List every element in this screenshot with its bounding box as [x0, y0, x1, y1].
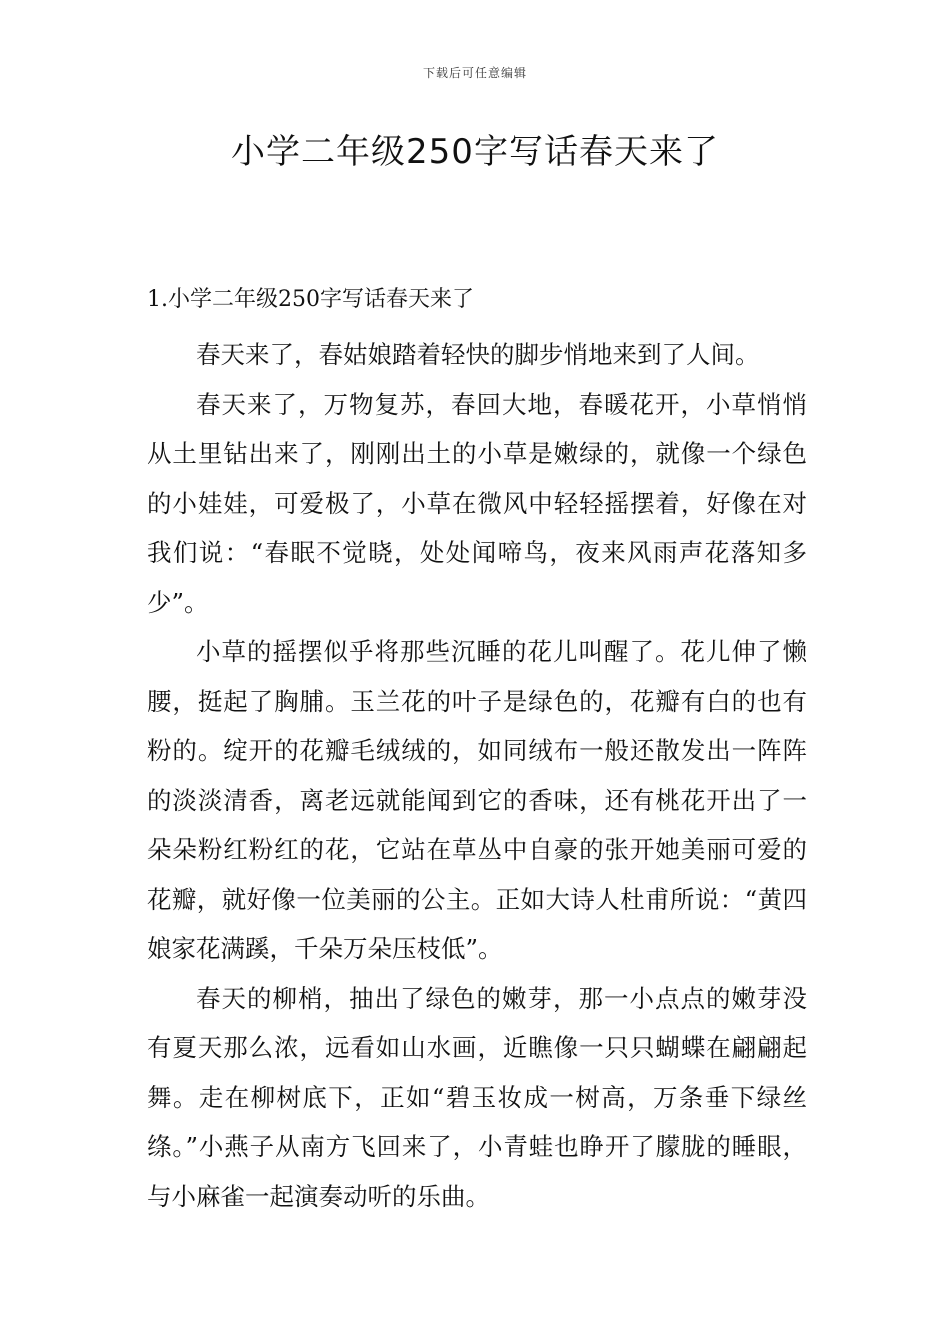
document-body	[147, 280, 807, 1221]
section-heading: 1.小学二年级250字写话春天来了	[147, 287, 474, 312]
paragraph-2: 春天来了，万物复苏，春回大地，春暖花开，小草悄悄从土里钻出来了，刚刚出土的小草是嫩绿的，就像一个绿色的小娃娃，可爱极了，小草在微风中轻轻摇摆着，好像在对我们说：“春眠不觉晓，处处闻啼鸟，夜来风雨声花落知多少”。	[147, 389, 807, 617]
paragraph-1: 春天来了，春姑娘踏着轻快的脚步悄地来到了人间。	[196, 340, 760, 369]
paragraph-3: 小草的摇摆似乎将那些沉睡的花儿叫醒了。花儿伸了懒腰，挺起了胸脯。玉兰花的叶子是绿色的，花瓣有白的也有粉的。绽开的花瓣毛绒绒的，如同绒布一般还散发出一阵阵的淡淡清香，离老远就能闻到它的香味，还有桃花开出了一朵朵粉红粉红的花，它站在草丛中自豪的张开她美丽可爱的花瓣，就好像一位美丽的公主。正如大诗人杜甫所说：“黄四娘家花满蹊，千朵万朵压枝低”。	[147, 637, 807, 963]
paragraph-4: 春天的柳梢，抽出了绿色的嫩芽，那一小点点的嫩芽没有夏天那么浓，远看如山水画，近瞧像一只只蝴蝶在翩翩起舞。走在柳树底下，正如“碧玉妆成一树高，万条垂下绿丝绦。”小燕子从南方飞回来了，小青蛙也睁开了朦胧的睡眼，与小麻雀一起演奏动听的乐曲。	[147, 983, 807, 1211]
document-title: 小学二年级250字写话春天来了	[231, 132, 719, 172]
header-note: 下载后可任意编辑	[422, 66, 527, 80]
